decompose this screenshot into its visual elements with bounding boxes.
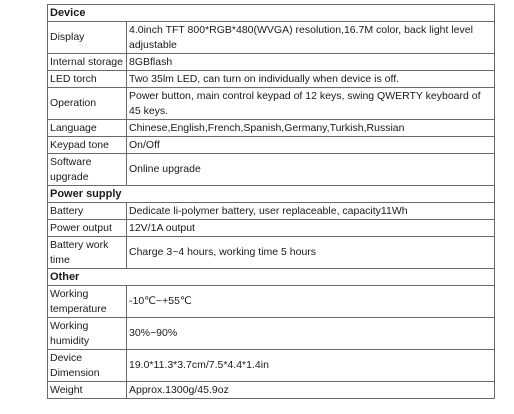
row-value: Chinese,English,French,Spanish,Germany,Turkish,Russian — [127, 120, 495, 137]
row-label: Language — [48, 120, 127, 137]
row-value: Online upgrade — [127, 154, 495, 186]
row-value: 12V/1A output — [127, 220, 495, 237]
row-label: Display — [48, 22, 127, 54]
section-header-other — [48, 269, 495, 286]
row-label: Device Dimension — [48, 350, 127, 382]
row-label: Battery — [48, 203, 127, 220]
row-value: Approx.1300g/45.9oz — [127, 382, 495, 399]
row-label: Operation — [48, 88, 127, 120]
table-row — [48, 318, 495, 350]
table-row — [48, 154, 495, 186]
row-label: Internal storage — [48, 54, 127, 71]
row-label: Weight — [48, 382, 127, 399]
table-row — [48, 22, 495, 54]
row-value: Two 35lm LED, can turn on individually when device is off. — [127, 71, 495, 88]
row-label: LED torch — [48, 71, 127, 88]
table-row — [48, 88, 495, 120]
table-row — [48, 137, 495, 154]
row-label: Battery work time — [48, 237, 127, 269]
row-value: 19.0*11.3*3.7cm/7.5*4.4*1.4in — [127, 350, 495, 382]
row-label: Power output — [48, 220, 127, 237]
section-title: Other — [48, 269, 495, 286]
row-value: 4.0inch TFT 800*RGB*480(WVGA) resolution,16.7M color, back light level adjustable — [127, 22, 495, 54]
row-value: Charge 3~4 hours, working time 5 hours — [127, 237, 495, 269]
row-label: Working humidity — [48, 318, 127, 350]
section-header-device — [48, 5, 495, 22]
row-value: -10℃~+55℃ — [127, 286, 495, 318]
table-row — [48, 71, 495, 88]
table-row — [48, 350, 495, 382]
section-header-power-supply — [48, 186, 495, 203]
table-row — [48, 54, 495, 71]
section-title: Power supply — [48, 186, 495, 203]
row-label: Working temperature — [48, 286, 127, 318]
section-title: Device — [48, 5, 495, 22]
table-row — [48, 237, 495, 269]
row-value: Dedicate li-polymer battery, user replaceable, capacity11Wh — [127, 203, 495, 220]
table-row — [48, 120, 495, 137]
table-row — [48, 286, 495, 318]
row-value: On/Off — [127, 137, 495, 154]
spec-sheet — [47, 4, 494, 399]
row-label: Software upgrade — [48, 154, 127, 186]
table-row — [48, 220, 495, 237]
table-row — [48, 382, 495, 399]
row-value: 30%~90% — [127, 318, 495, 350]
row-value: Power button, main control keypad of 12 keys, swing QWERTY keyboard of 45 keys. — [127, 88, 495, 120]
row-value: 8GBflash — [127, 54, 495, 71]
row-label: Keypad tone — [48, 137, 127, 154]
specification-table — [47, 4, 495, 399]
table-row — [48, 203, 495, 220]
